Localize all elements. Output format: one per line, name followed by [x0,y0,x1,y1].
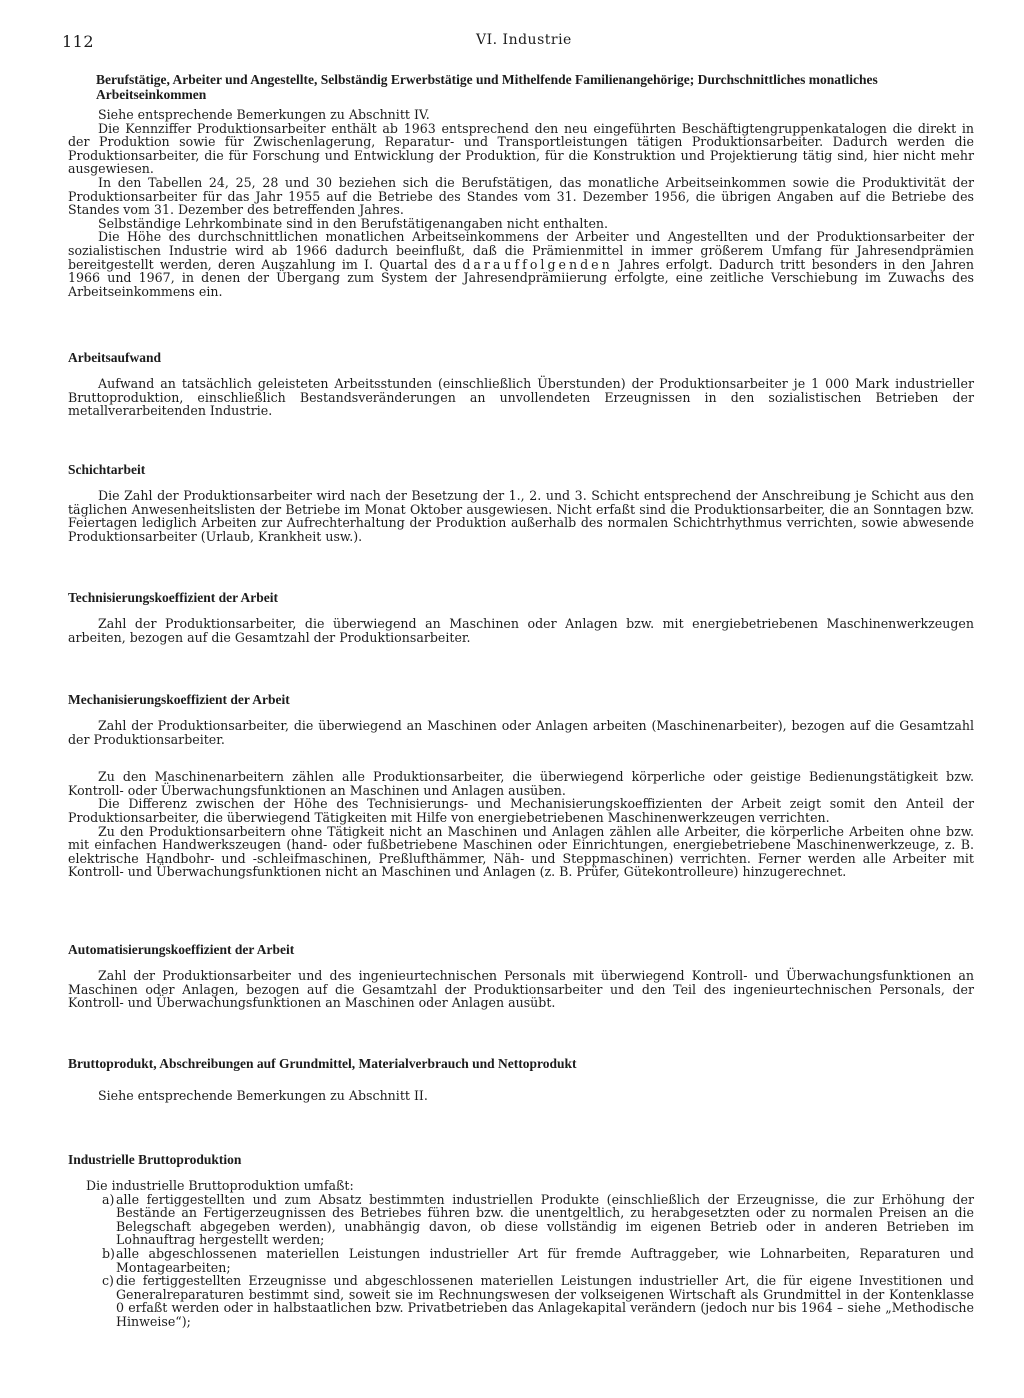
paragraph: Die Zahl der Produktionsarbeiter wird nach der Besetzung der 1., 2. und 3. Schicht entsprechend der Anschreibung je Schicht aus den täglichen Anwesenheitslisten der Betriebe im Monat Oktober ausgewiesen. Nicht erfaßt sind die Produktionsarbeiter, die an Sonntagen bzw. Feiertagen lediglich Arbeiten zur Aufrechterhaltung der Produktion außerhalb des normalen Schichtrhythmus verrichten, sowie abwesende Produktionsarbeiter (Urlaub, Krankheit usw.). [68,488,974,544]
text-run: Jahres erfolgt. Dadurch tritt besonders in den Jahren 1966 und 1967, in denen der Übergang zum System der Jahresendprämiierung erfolgte, eine zeitliche Verschiebung im Zuwachs des Arbeitseinkommens ein. [68,256,974,299]
section-heading: Arbeitsaufwand [68,350,162,365]
section-heading: Technisierungskoeffizient der Arbeit [68,590,278,605]
list-item [68,1193,974,1247]
paragraph: Siehe entsprechende Bemerkungen zu Abschnitt II. [98,1088,428,1103]
list-item-text: alle abgeschlossenen materiellen Leistungen industrieller Art für fremde Auftraggeber, wie Lohnarbeiten, Reparaturen und Montagearbeiten; [116,1245,974,1275]
section-bruttoprodukt [68,1056,974,1103]
list-marker: c) [102,1273,114,1289]
text-run: Die Höhe des durchschnittlichen monatlichen Arbeitseinkommens der Arbeiter und Angestellten und der Produktionsarbeiter der sozialistischen Industrie wird ab 1966 dadurch beeinflußt, daß die Prämienmittel in immer größerem Umfang für Jahresendprämien bereitgestellt werden, deren Auszahlung im I. Quartal des [68,229,974,272]
paragraph: Zahl der Produktionsarbeiter, die überwiegend an Maschinen oder Anlagen arbeiten (Maschinenarbeiter), bezogen auf die Gesamtzahl der Produktionsarbeiter. [68,718,974,747]
section-technisierung [68,590,974,644]
list-item [68,1247,974,1274]
running-head: VI. Industrie [476,32,572,48]
list-item [68,1274,974,1328]
section-heading: Automatisierungskoeffizient der Arbeit [68,942,295,957]
paragraph: Die Differenz zwischen der Höhe des Technisierungs- und Mechanisierungskoeffizienten der Arbeit zeigt somit den Anteil der Produktionsarbeiter, die überwiegend Tätigkeiten mit Hilfe von energiebetriebenen Maschinenwerkzeugen verrichten. [68,796,974,825]
list-item-text: die fertiggestellten Erzeugnisse und abgeschlossenen materiellen Leistungen industrieller Art, die für eigene Investitionen und Generalreparaturen bestimmt sind, soweit sie im Rechnungswesen der volkseigenen Wirtschaft als Grundmittel in der Kontenklasse 0 erfaßt werden oder in halbstaatlichen bzw. Privatbetrieben das Anlagekapital verändern (jedoch nur bis 1964 – siehe „Methodische Hinweise“); [116,1273,974,1329]
section-schichtarbeit [68,462,974,543]
section-arbeitsaufwand [68,350,974,418]
section-mechanisierung [68,692,974,879]
paragraph: Selbständige Lehrkombinate sind in den Berufstätigenangaben nicht enthalten. [98,215,609,231]
paragraph: Aufwand an tatsächlich geleisteten Arbeitsstunden (einschließlich Überstunden) der Produktionsarbeiter je 1 000 Mark industrieller Bruttoproduktion, einschließlich Bestandsveränderungen an unvollendeten Erzeugnissen in den sozialistischen Betrieben der metallverarbeitenden Industrie. [68,376,974,419]
section-automatisierung [68,942,974,1010]
section-heading: Berufstätige, Arbeiter und Angestellte, Selbständig Erwerbstätige und Mithelfende Familienangehörige; Durchschnittliches monatliches Arbeitseinkommen [96,72,878,102]
section-heading: Bruttoprodukt, Abschreibungen auf Grundmittel, Materialverbrauch und Nettoprodukt [68,1056,577,1071]
page-number: 112 [62,32,95,51]
definition-list [68,1193,974,1329]
list-intro: Die industrielle Bruttoproduktion umfaßt: [86,1178,354,1193]
list-item-text: alle fertiggestellten und zum Absatz bestimmten industriellen Produkte (einschließlich der Erzeugnisse, die zur Erhöhung der Bestände an Fertigerzeugnissen des Betriebes führen bzw. die unentgeltlich, zu herabgesetzten oder zu normalen Preisen an die Belegschaft abgegeben werden), unabhängig davon, ob diese vollständig im eigenen Betrieb oder in anderen Betrieben im Lohnauftrag hergestellt werden; [116,1191,974,1248]
paragraph: Siehe entsprechende Bemerkungen zu Abschnitt IV. [98,107,430,122]
spaced-emphasis: darauffolgenden [462,256,613,272]
paragraph: Zahl der Produktionsarbeiter, die überwiegend an Maschinen oder Anlagen bzw. mit energiebetriebenen Maschinenwerkzeugen arbeiten, bezogen auf die Gesamtzahl der Produktionsarbeiter. [68,616,974,645]
section-heading: Industrielle Bruttoproduktion [68,1152,242,1167]
paragraph: Zu den Produktionsarbeitern ohne Tätigkeit nicht an Maschinen und Anlagen zählen alle Arbeiter, die körperliche Arbeiten ohne bzw. mit einfachen Handwerkszeugen (hand- oder fußbetriebene Maschinen oder Einrichtungen, energiebetriebene Maschinenwerkzeuge, z. B. elektrische Handbohr- und -schleifmaschinen, Preßlufthämmer, Näh- und Steppmaschinen) verrichten. Ferner werden alle Arbeiter mit Kontroll- und Überwachungsfunktionen nicht an Maschinen und Anlagen (z. B. Prüfer, Gütekontrolleure) hinzugerechnet. [68,823,974,880]
paragraph [68,230,974,298]
section-berufstaetige [68,72,974,298]
paragraph: In den Tabellen 24, 25, 28 und 30 beziehen sich die Berufstätigen, das monatliche Arbeitseinkommen sowie die Produktivität der Produktionsarbeiter für das Jahr 1955 auf die Betriebe des Standes vom 31. Dezember 1956, die übrigen Angaben auf die Betriebe des Standes vom 31. Dezember des betreffenden Jahres. [68,174,974,218]
section-industrielle-bruttoproduktion [68,1152,974,1329]
section-heading: Schichtarbeit [68,462,146,477]
paragraph: Die Kennziffer Produktionsarbeiter enthält ab 1963 entsprechend den neu eingeführten Beschäftigtengruppenkatalogen die direkt in der Produktion sowie für Zwischenlagerung, Reparatur- und Transportleistungen tätigen Produktionsarbeiter. Dadurch werden die Produktionsarbeiter, die für Forschung und Entwicklung der Produktion, für die Konstruktion und Projektierung tätig sind, hier nicht mehr ausgewiesen. [68,120,974,177]
section-heading: Mechanisierungskoeffizient der Arbeit [68,692,290,707]
paragraph: Zahl der Produktionsarbeiter und des ingenieurtechnischen Personals mit überwiegend Kontroll- und Überwachungsfunktionen an Maschinen oder Anlagen, bezogen auf die Gesamtzahl der Produktionsarbeiter und den Teil des ingenieurtechnischen Personals, der Kontroll- und Überwachungsfunktionen an Maschinen oder Anlagen ausübt. [68,968,974,1011]
list-marker: b) [102,1245,115,1261]
paragraph: Zu den Maschinenarbeitern zählen alle Produktionsarbeiter, die überwiegend körperliche oder geistige Bedienungstätigkeit bzw. Kontroll- oder Überwachungsfunktionen an Maschinen und Anlagen ausüben. [68,769,974,798]
list-marker: a) [102,1191,115,1207]
